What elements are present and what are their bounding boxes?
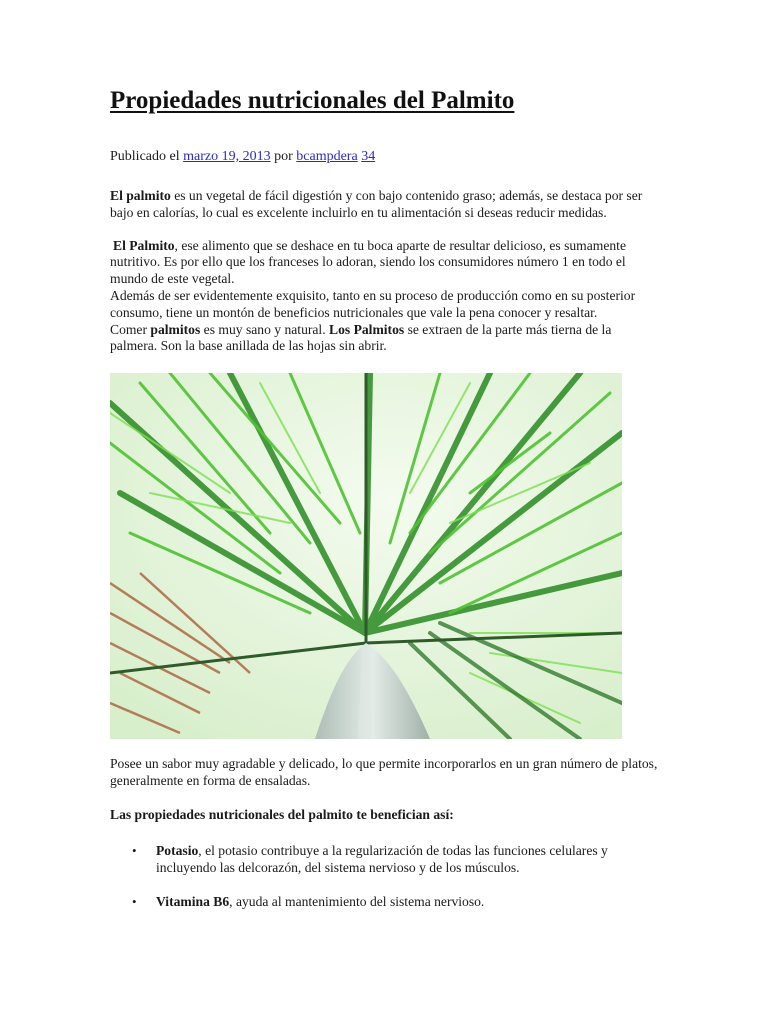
bullet-icon: • <box>132 893 137 909</box>
para2-line2: Además de ser evidentemente exquisito, tanto en su proceso de producción como en su posterior consumo, tiene un montón de beneficios nutricionales que vale la pena conocer y resaltar. <box>110 287 636 320</box>
para2-line3-bold1: palmitos <box>150 321 201 337</box>
para2-bold: El Palmito <box>113 237 175 253</box>
list-item <box>110 893 658 911</box>
benefits-heading: Las propiedades nutricionales del palmito te benefician así: <box>110 806 454 822</box>
description-paragraph <box>110 238 658 356</box>
benefit-name: Vitamina B6 <box>156 893 230 909</box>
benefit-text: , el potasio contribuye a la regularización de todas las funciones celulares y incluyendo las delcorazón, del sistema nervioso y de los músculos. <box>156 842 608 876</box>
para2-line3-c: se extraen de la parte más tierna de la palmera. Son la base anillada de las hojas sin abrir. <box>110 321 612 354</box>
para2-line3-b: es muy sano y natural. <box>200 321 330 337</box>
comments-count-link[interactable]: 34 <box>361 149 376 164</box>
meta-prefix: Publicado el <box>110 149 184 164</box>
author-link[interactable]: bcampdera <box>296 149 358 164</box>
page-title: Propiedades nutricionales del Palmito <box>110 87 515 114</box>
post-meta <box>110 148 658 166</box>
article <box>110 84 658 926</box>
post-date-link[interactable]: marzo 19, 2013 <box>183 149 271 164</box>
intro-text: es un vegetal de fácil digestión y con bajo contenido graso; además, se destaca por ser bajo en calorías, lo cual es excelente incluirlo en tu alimentación si deseas reducir medidas. <box>110 188 643 220</box>
benefit-text: , ayuda al mantenimiento del sistema nervioso. <box>229 893 485 909</box>
meta-by: por <box>270 149 297 164</box>
para2-text: , ese alimento que se deshace en tu boca aparte de resultar delicioso, es sumamente nutritivo. Es por ello que los franceses lo adoran, siendo los consumidores número 1 en todo el mundo de este vegetal. <box>110 237 626 287</box>
intro-bold: El palmito <box>110 188 171 203</box>
palm-tree-illustration <box>110 373 622 739</box>
benefit-name: Potasio <box>156 842 199 858</box>
list-item <box>110 842 658 877</box>
para2-line3-bold2: Los Palmitos <box>329 321 405 337</box>
benefits-list <box>110 842 658 911</box>
bullet-icon: • <box>132 842 137 858</box>
para2-line3-a: Comer <box>110 321 151 337</box>
flavor-paragraph: Posee un sabor muy agradable y delicado, lo que permite incorporarlos en un gran número de platos, generalmente en forma de ensaladas. <box>110 756 658 788</box>
intro-paragraph <box>110 188 658 222</box>
palm-tree-photo <box>110 373 622 739</box>
